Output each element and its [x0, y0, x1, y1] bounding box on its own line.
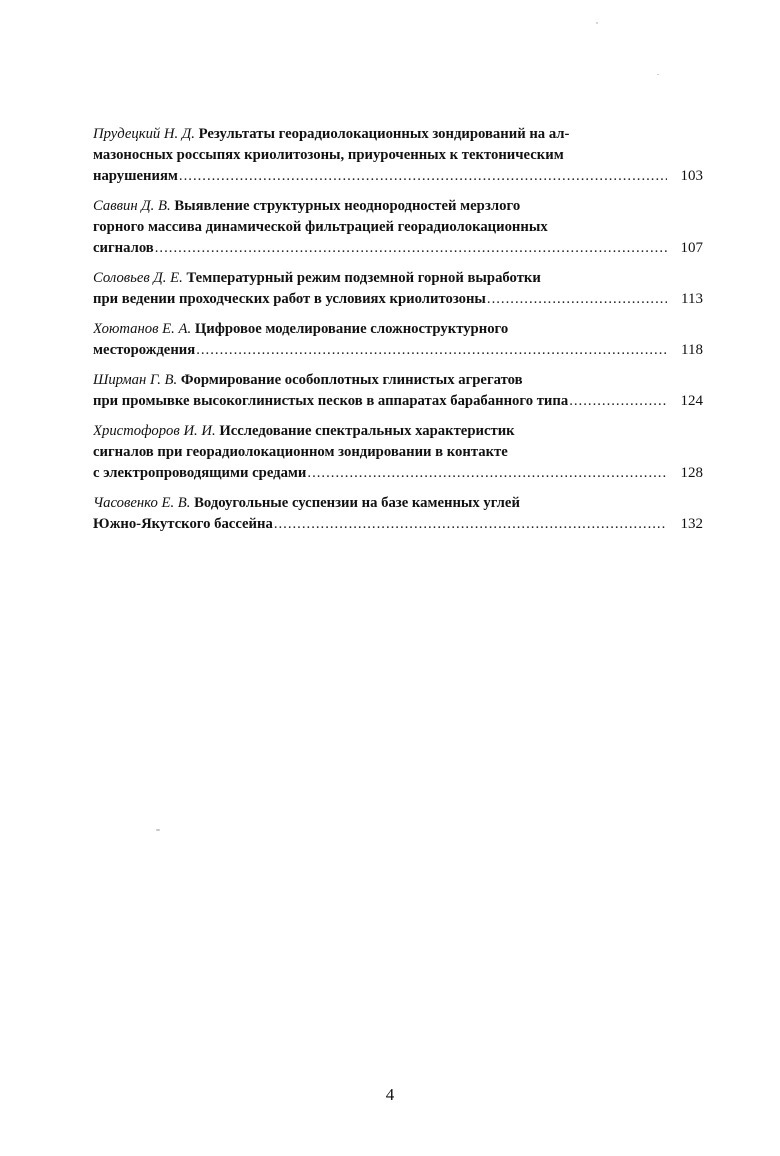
- toc-entry-title-end: сигналов: [93, 240, 154, 256]
- toc-entry-title-end: при промывке высокоглинистых песков в аппаратах барабанного типа: [93, 393, 569, 409]
- toc-entry-first-line: [93, 493, 653, 514]
- toc-entry-title-line: мазоносных россыпях криолитозоны, приуроченных к тектоническим: [93, 147, 564, 163]
- toc-entry-last-line: [93, 514, 703, 535]
- toc-entry-author: Ширман Г. В.: [93, 372, 178, 388]
- toc-entry-page-number: 113: [681, 291, 703, 307]
- toc-entry[interactable]: [93, 268, 703, 310]
- toc-entry[interactable]: [93, 493, 703, 535]
- toc-entry-page-number: 118: [681, 342, 703, 358]
- page-number: 4: [385, 1085, 395, 1104]
- toc-entry-author: Христофоров И. И.: [93, 423, 216, 439]
- toc-entry-title-end: Южно-Якутского бассейна: [93, 516, 273, 532]
- toc-entry-title-end: нарушениям: [93, 168, 178, 184]
- toc-entry-title-end: с электропроводящими средами: [93, 465, 307, 481]
- dot-leader: [569, 391, 667, 412]
- toc-entry-title-start: Температурный режим подземной горной выработки: [186, 270, 541, 286]
- toc-entry-title-start: Цифровое моделирование сложноструктурного: [194, 321, 509, 337]
- dot-leader: [155, 238, 667, 259]
- toc-entry[interactable]: [93, 124, 703, 187]
- toc-entry-last-line: [93, 166, 703, 187]
- dot-leader: [274, 514, 667, 535]
- dot-leader: [196, 340, 667, 361]
- toc-entry-last-line: [93, 463, 703, 484]
- toc-entry-last-line: [93, 289, 703, 310]
- toc-entry-title-start: Исследование спектральных характеристик: [219, 423, 515, 439]
- toc-entry-first-line: [93, 268, 653, 289]
- toc-entry-title-line: сигналов при георадиолокационном зондировании в контакте: [93, 444, 508, 460]
- toc-entry-first-line: [93, 319, 653, 340]
- toc-entry-last-line: [93, 391, 703, 412]
- toc-entry-first-line: [93, 124, 653, 145]
- dot-leader: [307, 463, 667, 484]
- toc-entry-author: Часовенко Е. В.: [93, 495, 191, 511]
- toc-entry-title-start: Водоугольные суспензии на базе каменных углей: [194, 495, 520, 511]
- toc-entry-first-line: [93, 421, 653, 442]
- toc-entry-title-line: горного массива динамической фильтрацией георадиолокационных: [93, 219, 548, 235]
- toc-entry[interactable]: [93, 421, 703, 484]
- toc-entry-first-line: [93, 196, 653, 217]
- toc-entry[interactable]: [93, 370, 703, 412]
- toc-entry-last-line: [93, 238, 703, 259]
- toc-entry-title-start: Результаты георадиолокационных зондирований на ал-: [198, 126, 570, 142]
- toc-entry[interactable]: [93, 196, 703, 259]
- toc-entry-author: Саввин Д. В.: [93, 198, 171, 214]
- dot-leader: [487, 289, 667, 310]
- toc-entry-page-number: 107: [680, 240, 703, 256]
- toc-entry-author: Соловьев Д. Е.: [93, 270, 183, 286]
- toc-entry[interactable]: [93, 319, 703, 361]
- toc-entry-title-start: Выявление структурных неоднородностей мерзлого: [174, 198, 521, 214]
- toc-entry-page-number: 124: [680, 393, 703, 409]
- toc-entry-author: Прудецкий Н. Д.: [93, 126, 195, 142]
- toc-entry-title-end: месторождения: [93, 342, 196, 358]
- toc-entry-title-end: при ведении проходческих работ в условиях криолитозоны: [93, 291, 486, 307]
- toc-entry-page-number: 132: [680, 516, 703, 532]
- dot-leader: [179, 166, 667, 187]
- toc-entry-author: Хоютанов Е. А.: [93, 321, 192, 337]
- toc-entry-page-number: 103: [680, 168, 703, 184]
- toc-entry-page-number: 128: [680, 465, 703, 481]
- toc-entry-title-start: Формирование особоплотных глинистых агрегатов: [180, 372, 523, 388]
- toc-entry-last-line: [93, 340, 703, 361]
- table-of-contents: [93, 124, 703, 544]
- toc-entry-first-line: [93, 370, 653, 391]
